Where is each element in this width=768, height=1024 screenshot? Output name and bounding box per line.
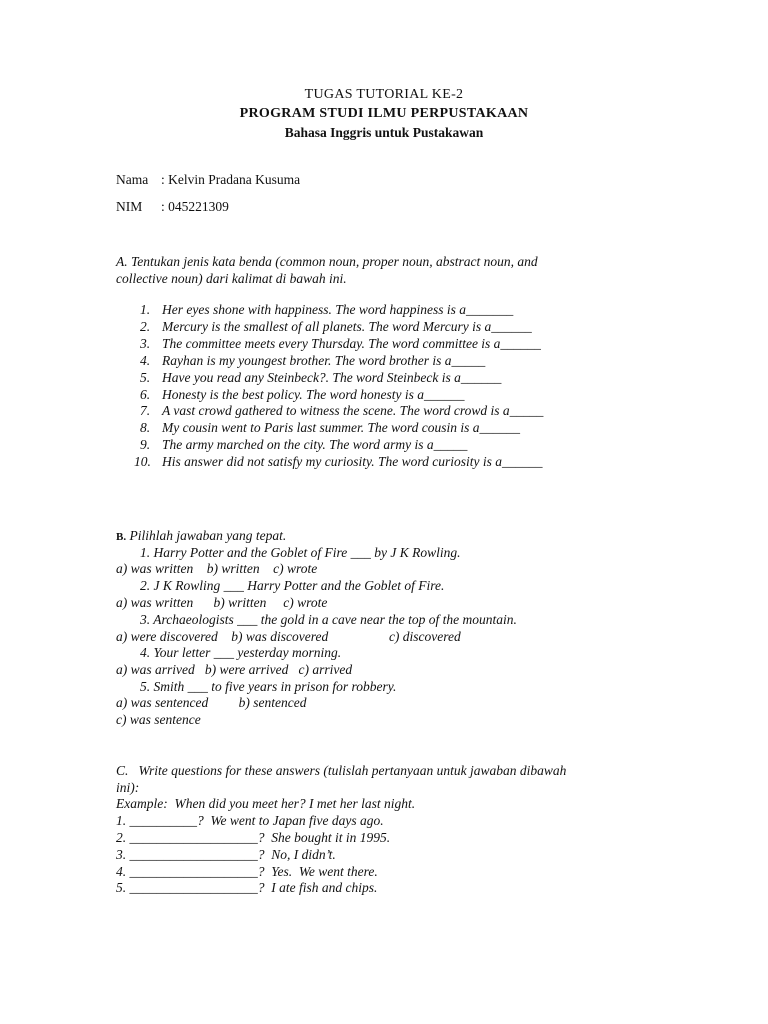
section-c-example: Example: When did you meet her? I met her last night. bbox=[116, 796, 416, 811]
list-item-number: 4. bbox=[140, 352, 151, 368]
list-item-number: 3. bbox=[140, 335, 151, 351]
list-item-number: 8. bbox=[140, 420, 151, 436]
list-item-text: Honesty is the best policy. The word honesty is a______ bbox=[162, 386, 465, 402]
section-c-line: 4. ___________________? Yes. We went there. bbox=[116, 864, 378, 879]
section-c-instruction-line2: ini): bbox=[116, 780, 140, 795]
section-b-options-5: a) was sentenced b) sentenced bbox=[116, 695, 307, 710]
nim-label: NIM bbox=[116, 199, 143, 214]
list-item-text: Her eyes shone with happiness. The word happiness is a_______ bbox=[162, 302, 514, 317]
list-item-text: A vast crowd gathered to witness the scene. The word crowd is a_____ bbox=[162, 403, 544, 419]
section-b-options-1: a) was written b) written c) wrote bbox=[116, 561, 318, 576]
list-item-number: 7. bbox=[140, 403, 151, 419]
section-b-option-5c: c) was sentence bbox=[116, 712, 201, 727]
list-item bbox=[128, 336, 543, 353]
list-item-number: 2. bbox=[140, 318, 151, 334]
course-title: Bahasa Inggris untuk Pustakawan bbox=[284, 125, 484, 140]
section-b-question-4: 4. Your letter ___ yesterday morning. bbox=[140, 645, 342, 660]
list-item bbox=[128, 454, 543, 471]
section-a-instruction-line2: collective noun) dari kalimat di bawah ini. bbox=[116, 271, 347, 286]
section-b-options-2: a) was written b) written c) wrote bbox=[116, 595, 328, 610]
section-a-list bbox=[128, 302, 543, 471]
list-item-text: The army marched on the city. The word army is a_____ bbox=[162, 437, 468, 453]
list-item bbox=[128, 420, 543, 437]
list-item-number: 6. bbox=[140, 386, 151, 402]
section-b-question-1: 1. Harry Potter and the Goblet of Fire ___ by J K Rowling. bbox=[140, 545, 461, 560]
list-item bbox=[128, 387, 543, 404]
program-title: PROGRAM STUDI ILMU PERPUSTAKAAN bbox=[239, 106, 529, 121]
assignment-title: TUGAS TUTORIAL KE-2 bbox=[304, 87, 464, 102]
list-item-text: His answer did not satisfy my curiosity. The word curiosity is a______ bbox=[162, 454, 543, 470]
list-item-text: Mercury is the smallest of all planets. The word Mercury is a______ bbox=[162, 318, 532, 334]
list-item bbox=[128, 370, 543, 387]
list-item bbox=[128, 403, 543, 420]
list-item-text: The committee meets every Thursday. The word committee is a______ bbox=[162, 335, 541, 351]
section-b-instruction-text: Pilihlah jawaban yang tepat. bbox=[126, 528, 287, 543]
section-c-line: 5. ___________________? I ate fish and chips. bbox=[116, 880, 378, 895]
section-c-line: 1. __________? We went to Japan five days ago. bbox=[116, 813, 384, 828]
name-value: : Kelvin Pradana Kusuma bbox=[161, 172, 301, 187]
list-item bbox=[128, 319, 543, 336]
section-b-options-4: a) was arrived b) were arrived c) arrived bbox=[116, 662, 353, 677]
section-b-letter: B. bbox=[116, 531, 127, 543]
list-item-number: 10. bbox=[134, 454, 151, 470]
section-b-question-2: 2. J K Rowling ___ Harry Potter and the Goblet of Fire. bbox=[140, 578, 445, 593]
section-c-instruction-line1: C. Write questions for these answers (tulislah pertanyaan untuk jawaban dibawah bbox=[116, 763, 567, 778]
list-item-number: 9. bbox=[140, 437, 151, 453]
list-item-text: Rayhan is my youngest brother. The word brother is a_____ bbox=[162, 352, 486, 368]
list-item-text: My cousin went to Paris last summer. The word cousin is a______ bbox=[162, 420, 521, 436]
list-item bbox=[128, 302, 543, 319]
list-item-number: 5. bbox=[140, 369, 151, 385]
section-b-question-3: 3. Archaeologists ___ the gold in a cave near the top of the mountain. bbox=[140, 612, 517, 627]
section-b-options-3: a) were discovered b) was discovered c) discovered bbox=[116, 629, 461, 644]
section-c-line: 3. ___________________? No, I didn’t. bbox=[116, 847, 336, 862]
list-item bbox=[128, 437, 543, 454]
list-item bbox=[128, 353, 543, 370]
section-a-instruction-line1: A. Tentukan jenis kata benda (common noun, proper noun, abstract noun, and bbox=[116, 254, 538, 269]
section-b-question-5: 5. Smith ___ to five years in prison for robbery. bbox=[140, 679, 397, 694]
nim-value: : 045221309 bbox=[161, 199, 229, 214]
name-label: Nama bbox=[116, 172, 149, 187]
list-item-text: Have you read any Steinbeck?. The word Steinbeck is a______ bbox=[162, 369, 502, 385]
list-item-number: 1. bbox=[140, 302, 151, 317]
section-c-line: 2. ___________________? She bought it in 1995. bbox=[116, 830, 391, 845]
